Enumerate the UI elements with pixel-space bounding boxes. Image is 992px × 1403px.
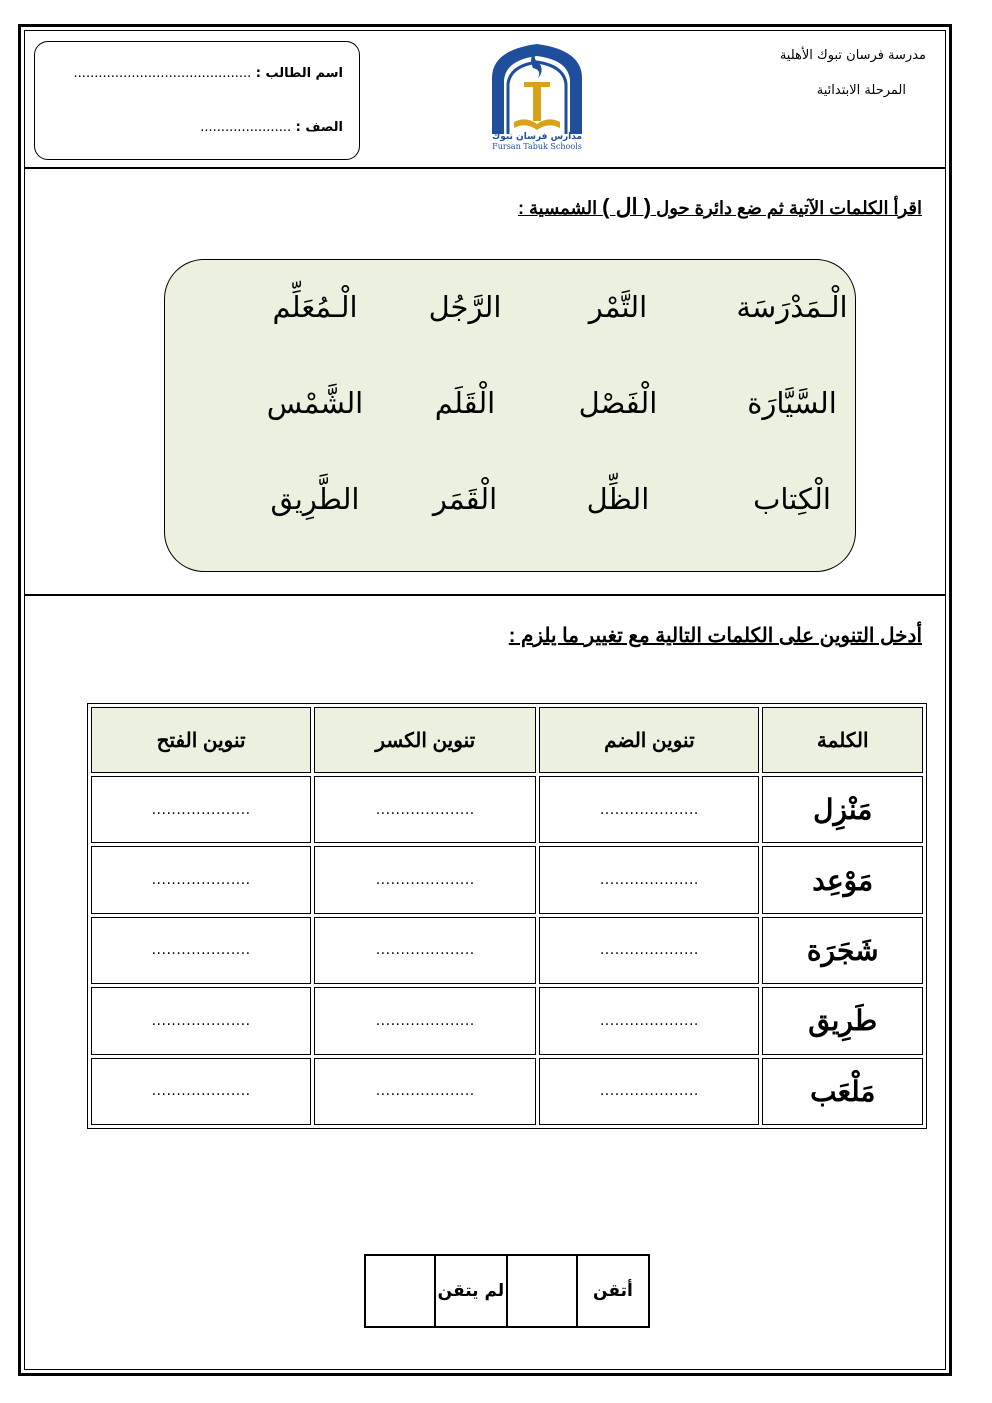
table-row <box>91 1058 923 1125</box>
student-name-field[interactable]: اسم الطالب : ........................................... <box>73 66 343 81</box>
words-panel <box>164 259 856 572</box>
logo-english-text: Fursan Tabuk Schools <box>492 142 582 151</box>
answer-blank[interactable]: .................... <box>314 917 536 984</box>
word-cell: مَلْعَب <box>762 1058 923 1125</box>
answer-blank[interactable]: .................... <box>314 987 536 1054</box>
word-cell: مَنْزِل <box>762 776 923 843</box>
logo-arabic-text: مدارس فرسان تبوك <box>491 132 583 142</box>
answer-blank[interactable]: .................... <box>539 1058 759 1125</box>
table-row <box>91 776 923 843</box>
answer-blank[interactable]: .................... <box>314 776 536 843</box>
exercise1-title: اقرأ الكلمات الآتية ثم ضع دائرة حول ( ال ) الشمسية : <box>518 194 922 219</box>
mastered-label: أتقن <box>577 1255 649 1327</box>
word-cell: شَجَرَة <box>762 917 923 984</box>
student-class-field[interactable]: الصف : ...................... <box>200 120 343 135</box>
exercise2-title: أدخل التنوين على الكلمات التالية مع تغيير ما يلزم : <box>508 625 922 647</box>
answer-blank[interactable]: .................... <box>539 776 759 843</box>
answer-blank[interactable]: .................... <box>91 776 311 843</box>
page-inner-border <box>24 30 946 1370</box>
word-item[interactable]: الْقَمَر <box>432 482 498 516</box>
table-row <box>91 917 923 984</box>
school-info <box>666 48 926 98</box>
word-item[interactable]: الْـمُعَلِّم <box>272 290 358 324</box>
answer-blank[interactable]: .................... <box>314 846 536 913</box>
mastered-checkbox[interactable] <box>507 1255 577 1327</box>
student-info-box <box>34 41 360 160</box>
answer-blank[interactable]: .................... <box>91 917 311 984</box>
answer-blank[interactable]: .................... <box>539 987 759 1054</box>
word-item[interactable]: الْفَصْل <box>578 386 658 420</box>
header-damm: تنوين الضم <box>539 707 759 773</box>
word-item[interactable]: الظِّل <box>586 482 650 516</box>
table-row <box>91 987 923 1054</box>
answer-blank[interactable]: .................... <box>539 917 759 984</box>
school-logo <box>484 38 590 152</box>
word-item[interactable]: التَّمْر <box>588 290 648 324</box>
table-header-row <box>91 707 923 773</box>
word-item[interactable]: الشَّمْس <box>266 386 364 420</box>
answer-blank[interactable]: .................... <box>91 846 311 913</box>
header-fath: تنوين الفتح <box>91 707 311 773</box>
not-mastered-label: لم يتقن <box>435 1255 507 1327</box>
header-divider <box>24 167 946 169</box>
table-row <box>91 846 923 913</box>
answer-blank[interactable]: .................... <box>91 1058 311 1125</box>
section-divider <box>24 594 946 596</box>
word-item[interactable]: السَّيَّارَة <box>747 386 837 420</box>
header-kasr: تنوين الكسر <box>314 707 536 773</box>
header-word: الكلمة <box>762 707 923 773</box>
answer-blank[interactable]: .................... <box>539 846 759 913</box>
not-mastered-checkbox[interactable] <box>365 1255 435 1327</box>
school-name: مدرسة فرسان تبوك الأهلية <box>779 48 926 63</box>
word-item[interactable]: الْكِتاب <box>753 482 831 516</box>
evaluation-table <box>364 1254 650 1328</box>
word-item[interactable]: الْقَلَم <box>434 386 496 420</box>
word-item[interactable]: الرَّجُل <box>428 290 502 324</box>
word-item[interactable]: الطَّرِيق <box>270 482 360 516</box>
word-cell: طَرِيق <box>762 987 923 1054</box>
tanween-table <box>87 703 927 1129</box>
school-stage: المرحلة الابتدائية <box>816 83 906 98</box>
word-cell: مَوْعِد <box>762 846 923 913</box>
answer-blank[interactable]: .................... <box>91 987 311 1054</box>
answer-blank[interactable]: .................... <box>314 1058 536 1125</box>
word-item[interactable]: الْـمَدْرَسَة <box>736 290 848 324</box>
